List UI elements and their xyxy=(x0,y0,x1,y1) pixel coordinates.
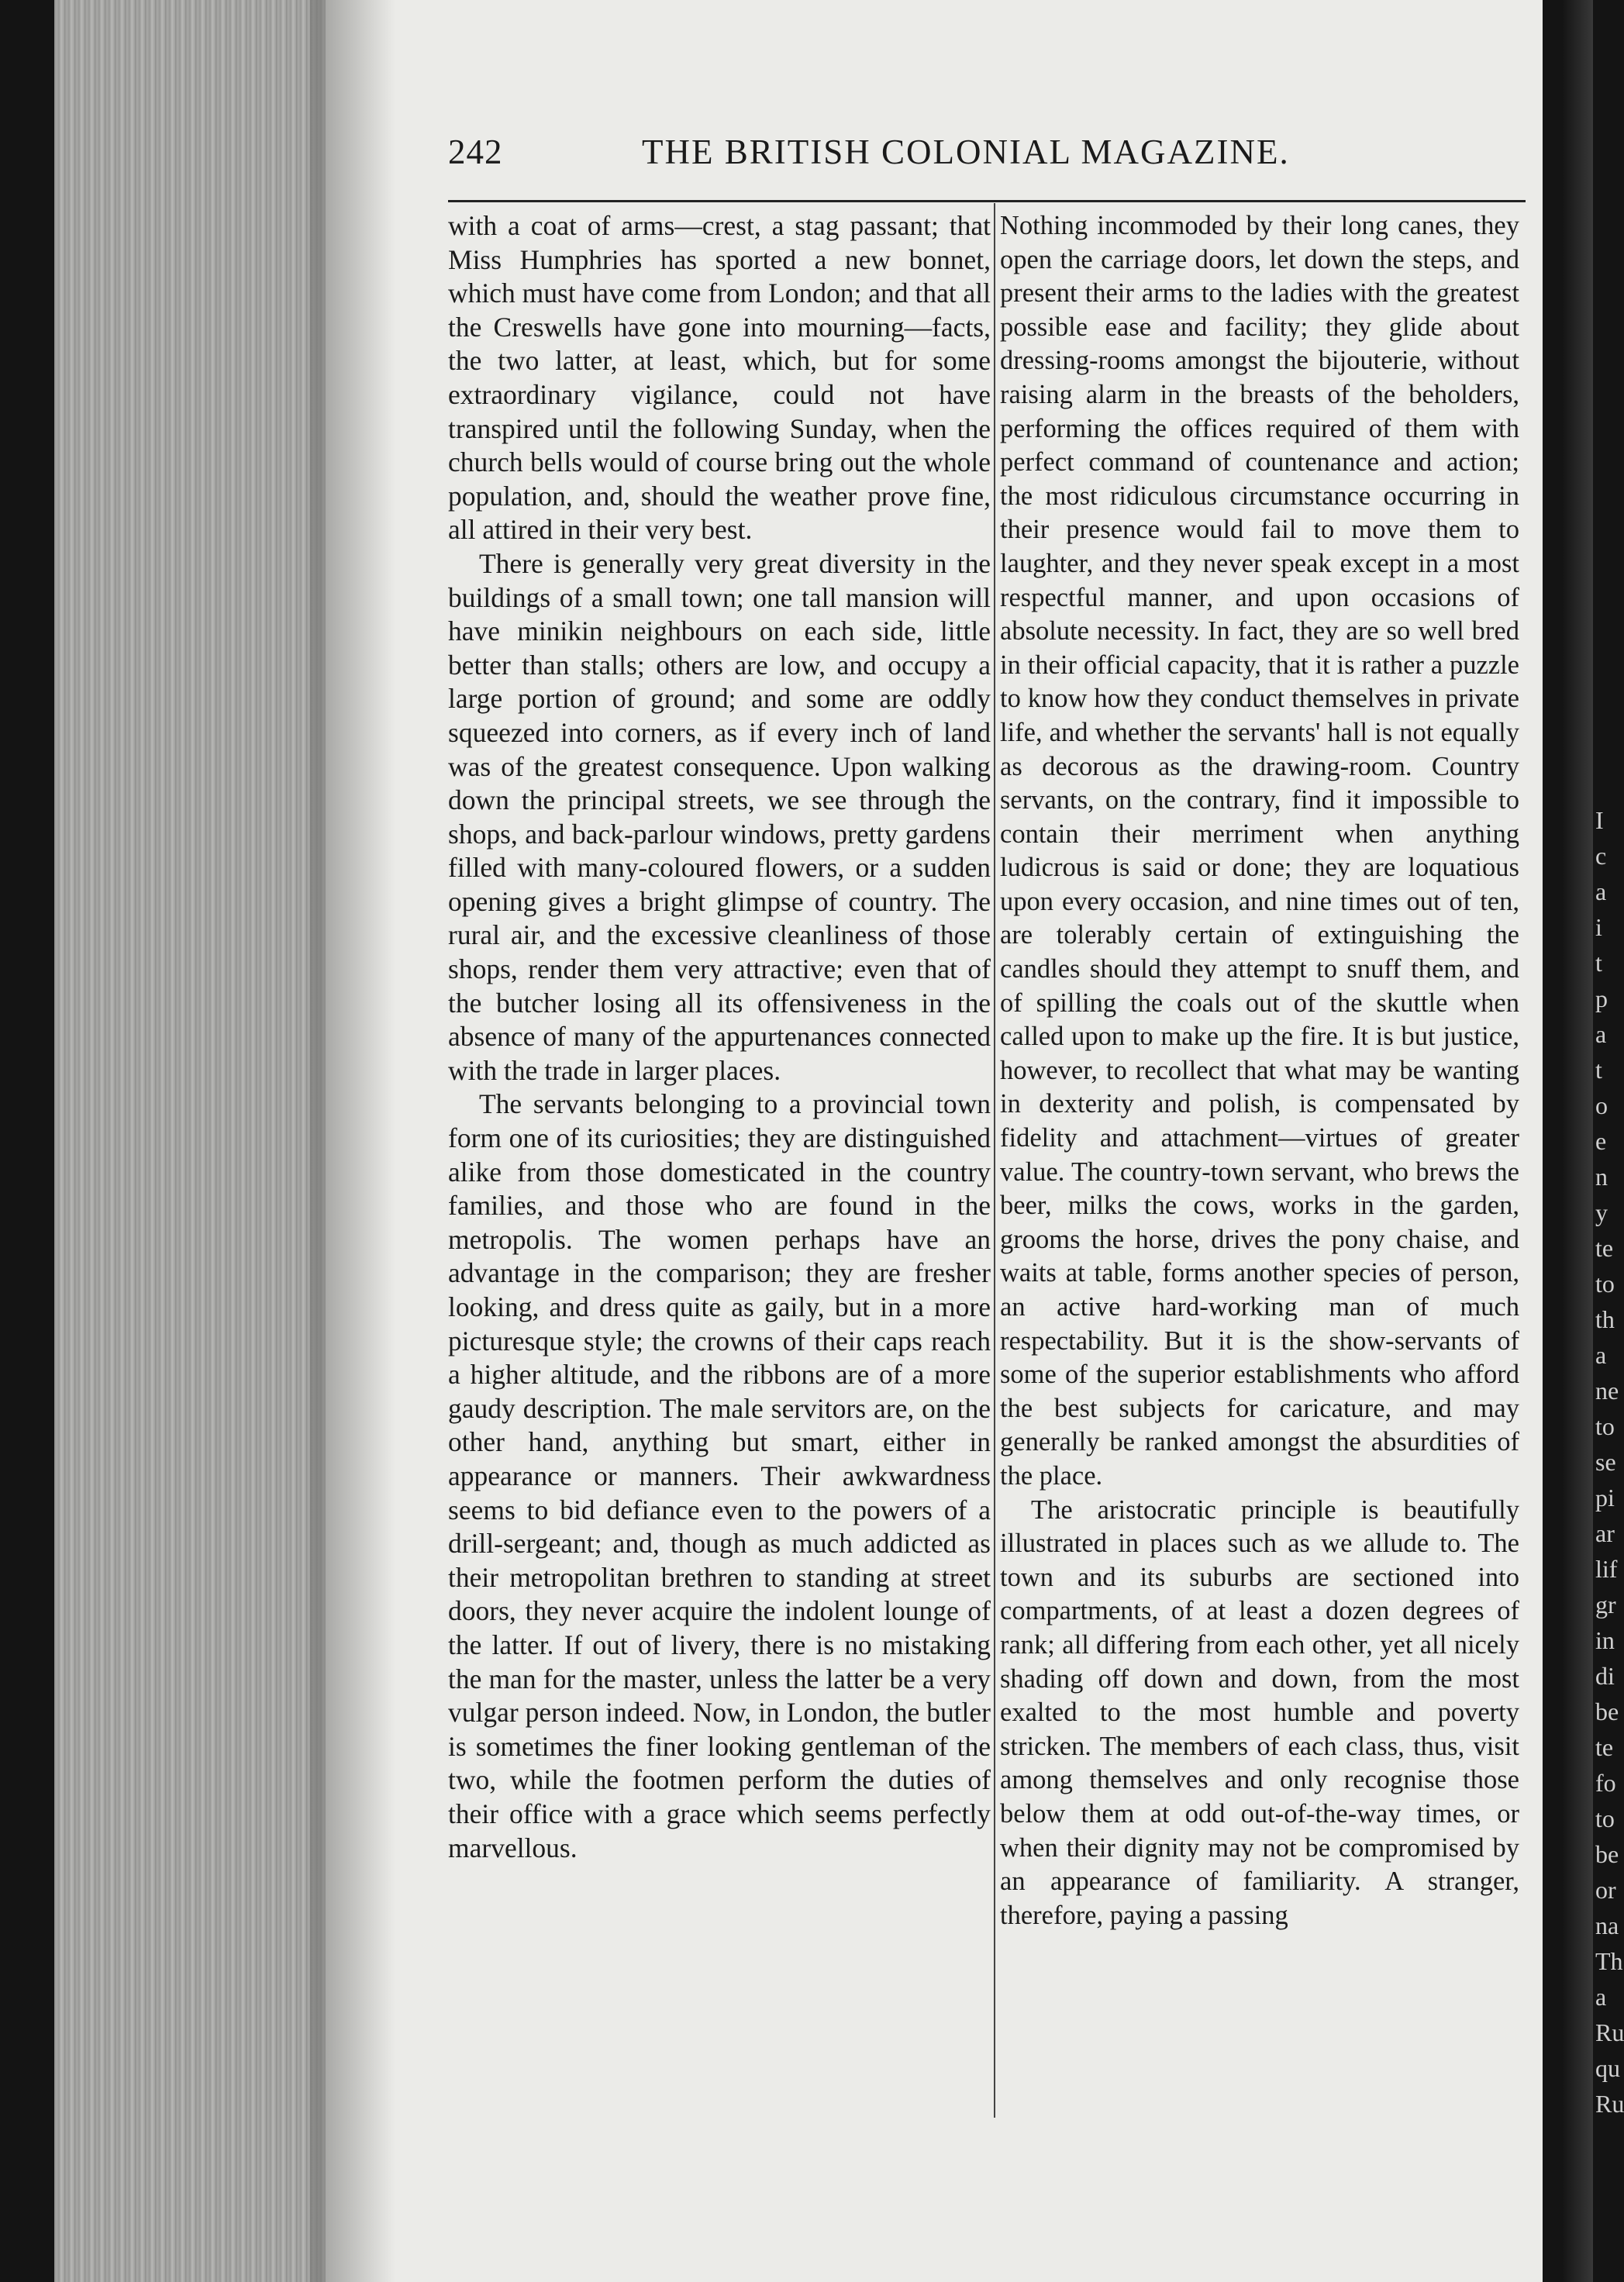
facing-page-fragment: I xyxy=(1595,806,1604,834)
facing-page-fragment: a xyxy=(1595,877,1607,905)
facing-page-fragment: Ru xyxy=(1595,2018,1624,2046)
facing-page-fragment: gr xyxy=(1595,1591,1616,1618)
facing-page-fragment: or xyxy=(1595,1876,1616,1904)
facing-page-fragment: a xyxy=(1595,1983,1607,2011)
facing-page-fragment: o xyxy=(1595,1091,1608,1119)
paragraph: with a coat of arms—crest, a stag passant; that Miss Humphries has sported a new bonnet, which must have come from London; and that all the Creswells have gone into mourning—facts, the two latter, at least, which, but for some extraordinary vigilance, could not have transpired until the following Sunday, when the church bells would of course bring out the whole population, and, should the weather prove fine, all attired in their very best. xyxy=(448,210,991,546)
header-rule xyxy=(448,200,1526,202)
facing-page-fragment: te xyxy=(1595,1733,1614,1761)
facing-page-fragment: qu xyxy=(1595,2054,1620,2082)
facing-page-fragment: to xyxy=(1595,1270,1615,1298)
facing-page-fragment: Ru xyxy=(1595,2090,1624,2118)
facing-page-fragment: fo xyxy=(1595,1769,1616,1797)
facing-page-fragment: se xyxy=(1595,1448,1616,1476)
facing-page-fragment: i xyxy=(1595,913,1602,941)
facing-page-fragment: ar xyxy=(1595,1519,1615,1547)
facing-page-fragment: to xyxy=(1595,1805,1615,1832)
facing-page-fragment: y xyxy=(1595,1198,1608,1226)
paragraph: The aristocratic principle is beautifully illustrated in places such as we allude to. The town and its suburbs are sectioned into compartments, of at least a dozen degrees of rank; all differing from each other, yet all nicely shading off down and down, from the most exalted to the most humble and poverty stricken. The members of each class, thus, visit among themselves and only recognise those below them at odd out-of-the-way times, or when their dignity may not be compromised by an appearance of familiarity. A stranger, therefore, paying a passing xyxy=(1000,1494,1519,1930)
page-number: 242 xyxy=(448,133,503,171)
facing-page-fragment: be xyxy=(1595,1698,1619,1725)
facing-page-fragment: n xyxy=(1595,1163,1608,1191)
facing-page-fragment: Th xyxy=(1595,1947,1623,1975)
facing-page-fragment: in xyxy=(1595,1626,1615,1654)
left-column xyxy=(448,209,991,1865)
facing-page-fragment: te xyxy=(1595,1234,1614,1262)
facing-page-fragment: di xyxy=(1595,1662,1615,1690)
facing-page-fragment: to xyxy=(1595,1412,1615,1440)
facing-page-fragment: c xyxy=(1595,842,1607,870)
spine-shadow xyxy=(1562,0,1593,2282)
facing-page-fragment: e xyxy=(1595,1127,1607,1155)
facing-page-fragment: t xyxy=(1595,949,1602,977)
page-gutter-edge xyxy=(54,0,326,2282)
running-header xyxy=(448,132,1533,178)
paragraph: There is generally very great diversity in the buildings of a small town; one tall mansion will have minikin neighbours on each side, little better than stalls; others are low, and occupy a large portion of ground; and some are oddly squeezed into corners, as if every inch of land was of the greatest consequence. Upon walking down the principal streets, we see through the shops, and back-parlour windows, pretty gardens filled with many-coloured flowers, or a sudden opening gives a bright glimpse of country. The rural air, and the excessive cleanliness of those shops, render them very attractive; even that of the butcher losing all its offensiveness in the absence of many of the appurtenances connected with the trade in larger places. xyxy=(448,547,991,1086)
facing-page-fragment: lif xyxy=(1595,1555,1618,1583)
paragraph: Nothing incommoded by their long canes, they open the carriage doors, let down the steps, and present their arms to the ladies with the greatest possible ease and facility; they glide about dressing-rooms amongst the bijouterie, without raising alarm in the breasts of the beholders, performing the offices required of them with perfect command of countenance and action; the most ridiculous circumstance occurring in their presence would fail to move them to laughter, and they never speak except in a most respectful manner, and upon occasions of absolute necessity. In fact, they are so well bred in their official capacity, that it is rather a puzzle to know how they conduct themselves in private life, and whether the servants' hall is not equally as decorous as the drawing-room. Country servants, on the contrary, find it impossible to contain their merriment when anything ludicrous is said or done; they are loquatious upon every occasion, and nine times out of ten, are tolerably certain of extinguishing the candles should they attempt to snuff them, and of spilling the coals out of the skuttle when called upon to make up the fire. It is but justice, however, to recollect that what may be wanting in dexterity and polish, is compensated by fidelity and attachment—virtues of greater value. The country-town servant, who brews the beer, milks the cows, works in the garden, grooms the horse, drives the pony chaise, and waits at table, forms another species of person, an active hard-working man of much respectability. But it is the show-servants of some of the superior establishments who afford the best subjects for caricature, and may generally be ranked amongst the absurdities of the place. xyxy=(1000,211,1519,1491)
right-column xyxy=(1000,209,1519,1932)
facing-page-fragment: pi xyxy=(1595,1484,1615,1512)
running-title: THE BRITISH COLONIAL MAGAZINE. xyxy=(642,133,1290,171)
column-divider xyxy=(994,203,995,2118)
paragraph: The servants belonging to a provincial town form one of its curiosities; they are distinguished alike from those domesticated in the country families, and those who are found in the metropolis. The women perhaps have an advantage in the comparison; they are fresher looking, and dress quite as gaily, but in a more picturesque style; the crowns of their caps reach a higher altitude, and the ribbons are of a more gaudy description. The male servitors are, on the other hand, anything but smart, either in appearance or manners. Their awkwardness seems to bid defiance even to the powers of a drill-sergeant; and, though as much addicted as their metropolitan brethren to standing at street doors, they never acquire the indolent lounge of the latter. If out of livery, there is no mistaking the man for the master, unless the latter be a very vulgar person indeed. Now, in London, the butler is sometimes the finer looking gentleman of the two, while the footmen perform the duties of their office with a grace which seems perfectly marvellous. xyxy=(448,1088,991,1863)
facing-page-fragment: a xyxy=(1595,1020,1607,1048)
facing-page-fragment: t xyxy=(1595,1056,1602,1084)
facing-page-fragment: ne xyxy=(1595,1377,1619,1405)
gutter-shadow xyxy=(310,0,395,2282)
facing-page-fragment: p xyxy=(1595,984,1608,1012)
facing-page-fragment: na xyxy=(1595,1911,1619,1939)
facing-page-fragment: a xyxy=(1595,1341,1607,1369)
facing-page-fragment: th xyxy=(1595,1305,1615,1333)
facing-page-fragment: be xyxy=(1595,1840,1619,1868)
